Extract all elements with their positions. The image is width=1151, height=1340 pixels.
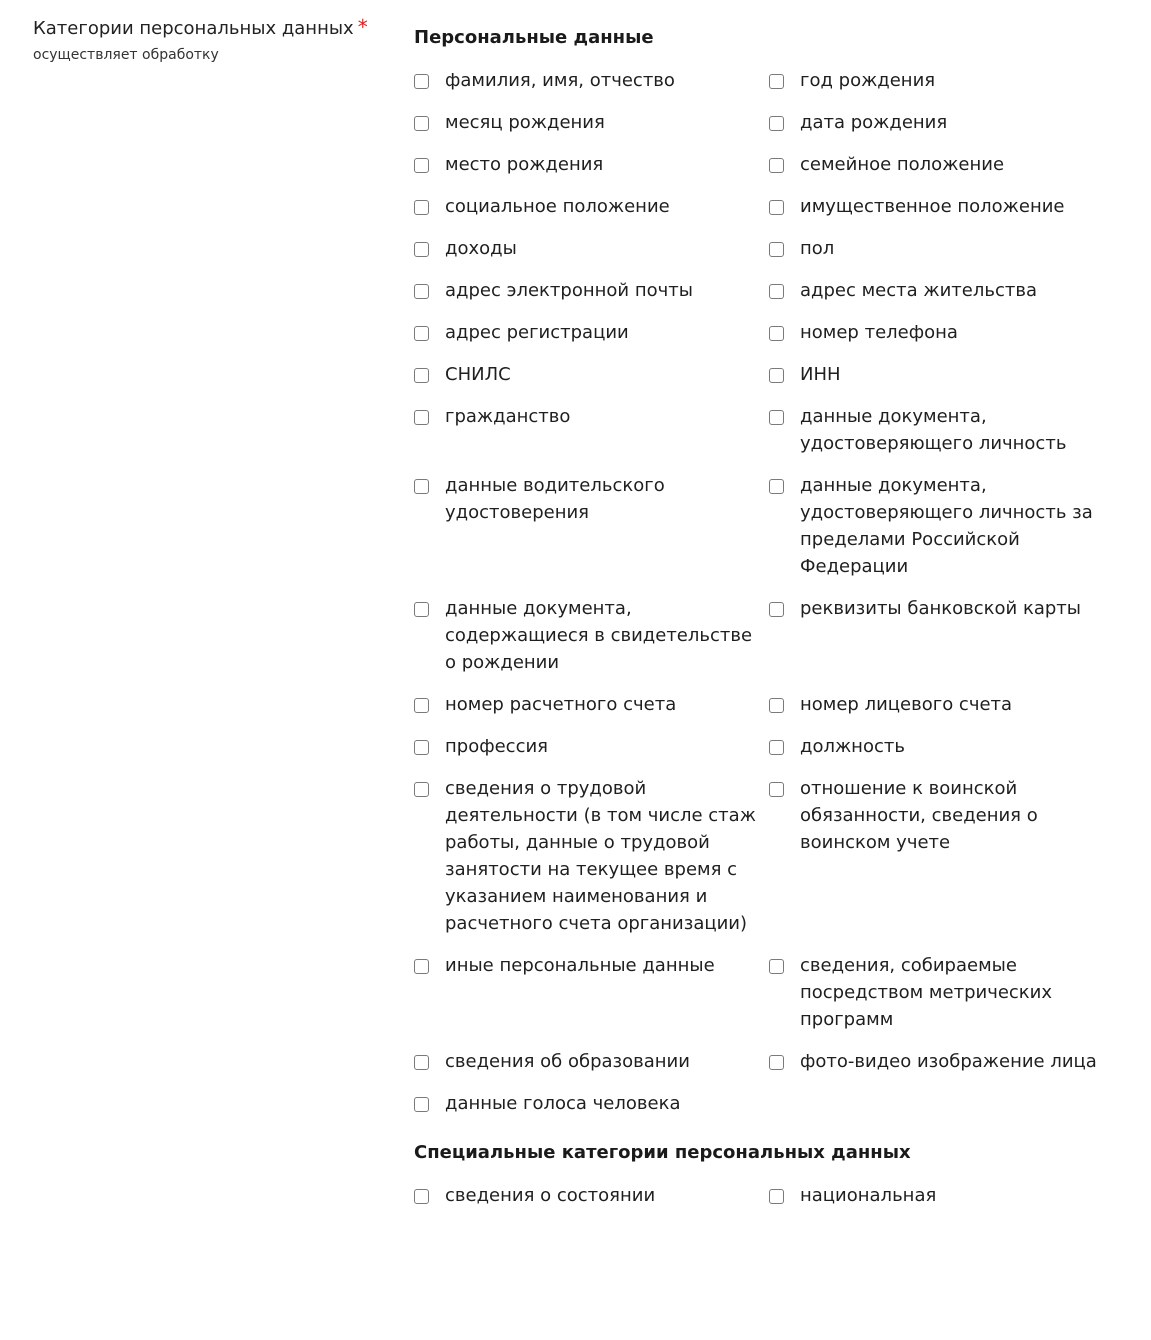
option-bank-card[interactable] xyxy=(769,598,1124,676)
option-other-data[interactable] xyxy=(414,955,769,1033)
group-title-special-categories: Специальные категории персональных данных xyxy=(414,1142,911,1163)
option-label: год рождения xyxy=(800,70,936,91)
checkbox[interactable] xyxy=(769,284,784,299)
checkbox[interactable] xyxy=(414,410,429,425)
checkbox[interactable] xyxy=(414,242,429,257)
option-label: гражданство xyxy=(445,406,571,427)
checkbox[interactable] xyxy=(769,602,784,617)
option-driver-license[interactable] xyxy=(414,475,769,580)
categories-panel xyxy=(414,0,1134,1230)
checkbox[interactable] xyxy=(769,200,784,215)
checkbox[interactable] xyxy=(414,116,429,131)
option-label: данные документа, содержащиеся в свидетельстве о рождении xyxy=(445,598,753,673)
option-settlement-account[interactable] xyxy=(414,694,769,718)
checkbox-grid-personal-data xyxy=(414,70,1134,1138)
option-social-status[interactable] xyxy=(414,196,769,220)
checkbox[interactable] xyxy=(414,782,429,797)
option-label: национальная xyxy=(800,1185,937,1206)
checkbox[interactable] xyxy=(414,1097,429,1112)
checkbox[interactable] xyxy=(414,74,429,89)
option-label: иные персональные данные xyxy=(445,955,715,976)
option-label: номер телефона xyxy=(800,322,958,343)
checkbox[interactable] xyxy=(414,200,429,215)
checkbox[interactable] xyxy=(414,368,429,383)
option-label: сведения, собираемые посредством метрических программ xyxy=(800,955,1053,1030)
required-mark: * xyxy=(357,15,368,39)
option-label: доходы xyxy=(445,238,517,259)
option-label: должность xyxy=(800,736,905,757)
option-label: данные документа, удостоверяющего личность за пределами Российской Федерации xyxy=(800,475,1093,577)
option-label: дата рождения xyxy=(800,112,948,133)
checkbox[interactable] xyxy=(414,740,429,755)
checkbox[interactable] xyxy=(769,326,784,341)
option-label: фото-видео изображение лица xyxy=(800,1051,1097,1072)
option-label: отношение к воинской обязанности, сведения о воинском учете xyxy=(800,778,1038,853)
option-work-history[interactable] xyxy=(414,778,769,937)
checkbox[interactable] xyxy=(769,479,784,494)
option-label: СНИЛС xyxy=(445,364,511,385)
option-label: сведения о состоянии xyxy=(445,1185,656,1206)
option-label: адрес электронной почты xyxy=(445,280,693,301)
group-title-personal-data: Персональные данные xyxy=(414,27,654,48)
option-position[interactable] xyxy=(769,736,1124,760)
checkbox[interactable] xyxy=(414,158,429,173)
checkbox[interactable] xyxy=(769,740,784,755)
checkbox[interactable] xyxy=(414,284,429,299)
option-label: номер лицевого счета xyxy=(800,694,1013,715)
option-nationality[interactable] xyxy=(769,1185,1124,1209)
field-label-block xyxy=(33,14,393,65)
option-label: профессия xyxy=(445,736,548,757)
option-snils[interactable] xyxy=(414,364,769,388)
checkbox[interactable] xyxy=(769,959,784,974)
option-income[interactable] xyxy=(414,238,769,262)
option-birth-place[interactable] xyxy=(414,154,769,178)
option-label: социальное положение xyxy=(445,196,670,217)
checkbox[interactable] xyxy=(414,959,429,974)
option-label: номер расчетного счета xyxy=(445,694,677,715)
option-gender[interactable] xyxy=(769,238,1124,262)
option-military-duty[interactable] xyxy=(769,778,1124,937)
option-label: месяц рождения xyxy=(445,112,605,133)
option-id-document[interactable] xyxy=(769,406,1124,457)
option-phone[interactable] xyxy=(769,322,1124,346)
checkbox[interactable] xyxy=(769,1055,784,1070)
option-label: данные голоса человека xyxy=(445,1093,681,1114)
option-label: данные документа, удостоверяющего личность xyxy=(800,406,1067,454)
checkbox[interactable] xyxy=(769,782,784,797)
field-title xyxy=(33,14,393,42)
checkbox[interactable] xyxy=(414,698,429,713)
checkbox[interactable] xyxy=(414,479,429,494)
option-education[interactable] xyxy=(414,1051,769,1075)
checkbox[interactable] xyxy=(769,368,784,383)
option-label: адрес регистрации xyxy=(445,322,629,343)
option-label: пол xyxy=(800,238,835,259)
option-label: место рождения xyxy=(445,154,604,175)
option-label: сведения о трудовой деятельности (в том числе стаж работы, данные о трудовой занятости на текущее время с указанием наименования и расчетного счета организации) xyxy=(445,778,756,934)
option-personal-account[interactable] xyxy=(769,694,1124,718)
checkbox[interactable] xyxy=(414,1189,429,1204)
checkbox[interactable] xyxy=(769,74,784,89)
option-inn[interactable] xyxy=(769,364,1124,388)
option-fio[interactable] xyxy=(414,70,769,94)
option-photo-video[interactable] xyxy=(769,1051,1124,1075)
checkbox[interactable] xyxy=(769,1189,784,1204)
checkbox[interactable] xyxy=(769,116,784,131)
field-title-text: Категории персональных данных xyxy=(33,18,354,39)
checkbox[interactable] xyxy=(769,158,784,173)
option-label: фамилия, имя, отчество xyxy=(445,70,675,91)
checkbox[interactable] xyxy=(769,698,784,713)
option-label: сведения об образовании xyxy=(445,1051,690,1072)
option-label: данные водительского удостоверения xyxy=(445,475,665,523)
checkbox[interactable] xyxy=(414,1055,429,1070)
option-foreign-id-document[interactable] xyxy=(769,475,1124,580)
field-subtitle: осуществляет обработку xyxy=(33,47,219,63)
option-email[interactable] xyxy=(414,280,769,304)
option-birth-month[interactable] xyxy=(414,112,769,136)
option-profession[interactable] xyxy=(414,736,769,760)
option-label: ИНН xyxy=(800,364,841,385)
option-birth-date[interactable] xyxy=(769,112,1124,136)
option-label: адрес места жительства xyxy=(800,280,1037,301)
option-label: имущественное положение xyxy=(800,196,1065,217)
option-label: семейное положение xyxy=(800,154,1005,175)
option-marital-status[interactable] xyxy=(769,154,1124,178)
option-birth-certificate[interactable] xyxy=(414,598,769,676)
option-health-status[interactable] xyxy=(414,1185,769,1209)
option-property-status[interactable] xyxy=(769,196,1124,220)
option-residence-address[interactable] xyxy=(769,280,1124,304)
option-birth-year[interactable] xyxy=(769,70,1124,94)
option-registration-address[interactable] xyxy=(414,322,769,346)
option-voice-data[interactable] xyxy=(414,1093,769,1117)
checkbox[interactable] xyxy=(769,410,784,425)
checkbox-grid-special-categories xyxy=(414,1185,1134,1230)
option-label: реквизиты банковской карты xyxy=(800,598,1081,619)
option-citizenship[interactable] xyxy=(414,406,769,457)
checkbox[interactable] xyxy=(414,602,429,617)
checkbox[interactable] xyxy=(769,242,784,257)
checkbox[interactable] xyxy=(414,326,429,341)
option-metrics-data[interactable] xyxy=(769,955,1124,1033)
